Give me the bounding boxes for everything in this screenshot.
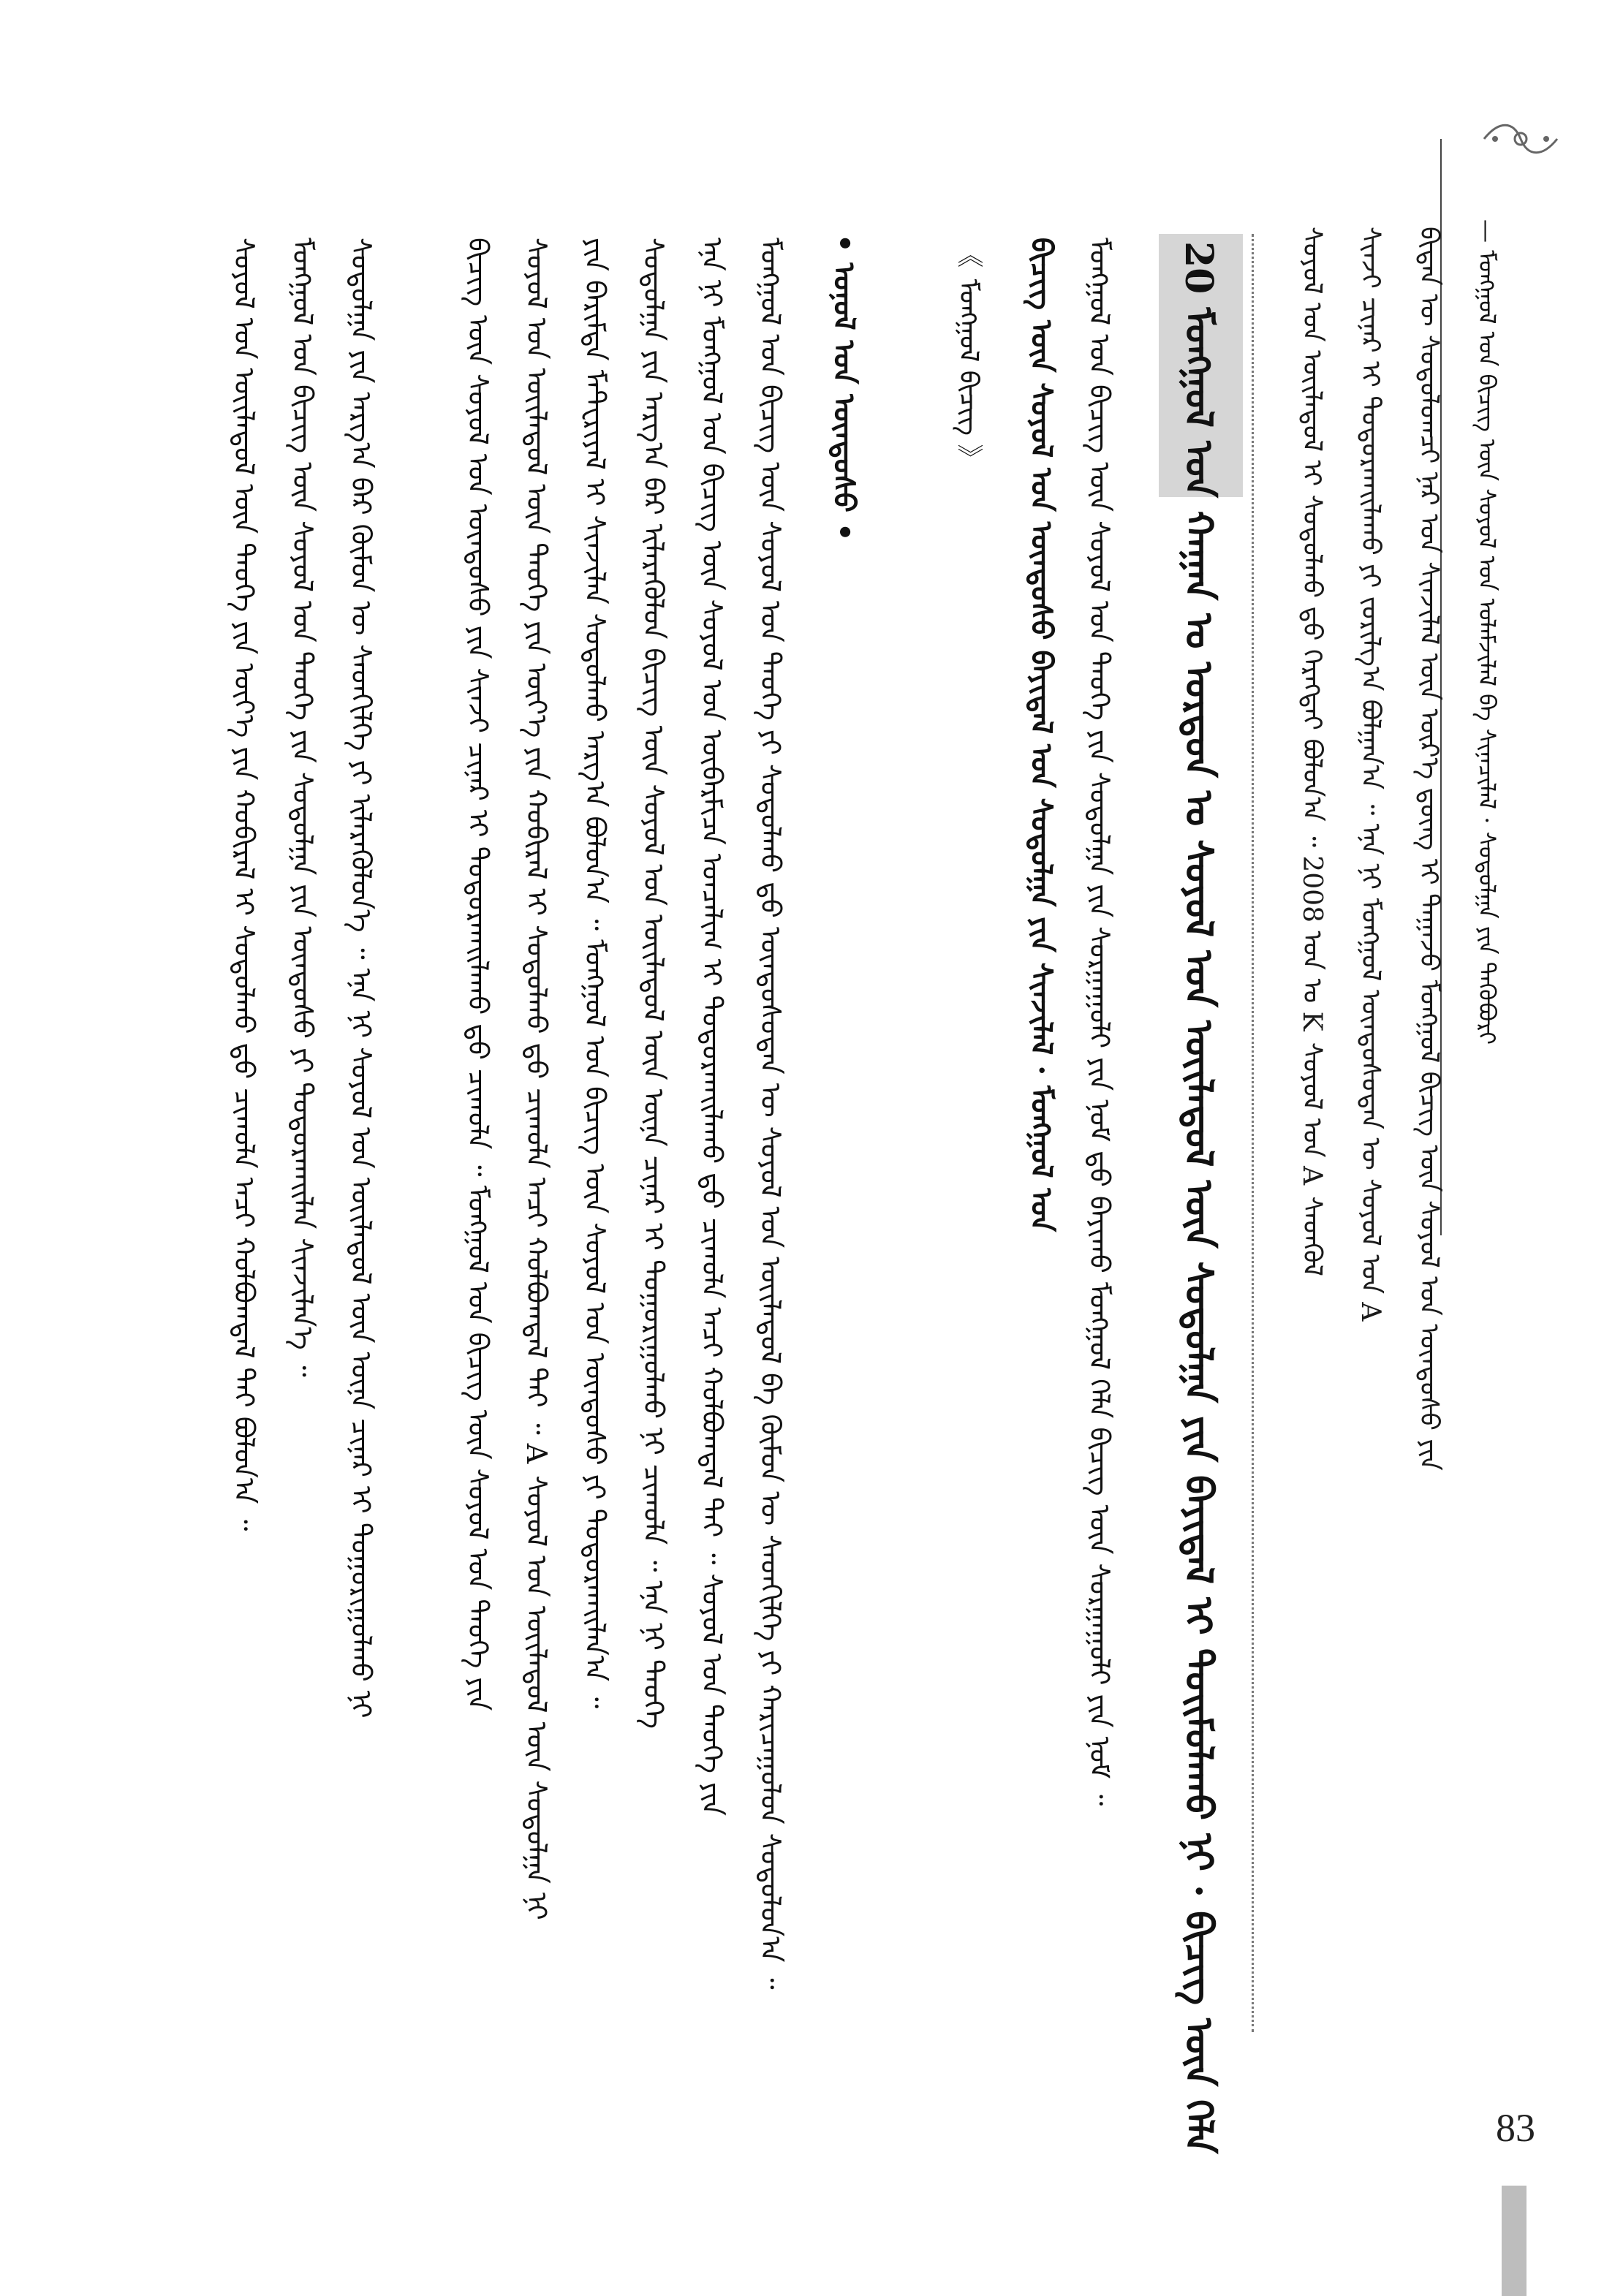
body-line: ᠰᠣᠶᠣᠯ ᠤᠨ ᠦᠢᠯᠡᠳᠦᠯ ᠦᠨ ᠲᠡᠦᠬᠡ ᠶᠢᠨ ᠦᠶ᠎ᠡ ᠶᠢᠨ ᠬᠤᠪᠢᠷᠠᠯ ᠢ ᠰᠤᠳᠤᠯᠬᠤ ᠳ᠋ᠤ ᠴᠢᠬᠤᠯᠠ ᠠᠴᠢ ᠬᠣᠯᠪᠣᠭᠳᠠᠯ ᠲᠠᠢ ᠪᠣᠯᠤᠨ᠎ᠠ ᠃ xyxy=(228,238,260,1531)
quote-line: ᠰᠢᠨᠵᠢ ᠴᠢᠨᠠᠷ ᠢ ᠲᠣᠳᠣᠷᠬᠠᠢᠯᠠᠬᠤ ᠶᠢ ᠵᠣᠷᠢᠯᠭ᠎ᠠ ᠪᠣᠯᠭᠠᠨ᠎ᠠ ᠃ ᠡᠨᠡ ᠨᠢ ᠮᠣᠩᠭᠣᠯ ᠦᠨᠳᠦᠰᠦᠲᠡᠨ ᠦ ᠰᠣᠶᠣᠯ ᠤᠨ A xyxy=(1355,227,1385,1323)
intro-line-bold: ᠪᠢᠴᠢᠭ ᠦᠨ ᠰᠣᠶᠣᠯ ᠤᠨ ᠦᠨᠳᠦᠰᠦ ᠪᠠᠶᠢᠳᠠᠯ ᠤᠨ ᠰᠤᠳᠤᠯᠭᠠ ᠶᠢᠨ ᠰᠢᠨᠵᠢᠯᠡᠯ · ᠮᠣᠩᠭᠣᠯ ᠤᠨ xyxy=(1024,238,1059,1232)
bullet-heading: • ᠣᠨᠣᠯ ᠤᠨ ᠦᠨᠳᠦᠰᠦ • xyxy=(827,234,861,542)
body-line: ᠡᠨᠡ ᠨᠢ ᠮᠣᠩᠭᠣᠯ ᠤᠨ ᠪᠢᠴᠢᠭ ᠦᠨ ᠰᠣᠶᠣᠯ ᠤᠨ ᠦᠪᠡᠷᠮᠢᠴᠡ ᠣᠨᠴᠠᠯᠢᠭ ᠢ ᠲᠣᠳᠣᠷᠬᠠᠢᠯᠠᠬᠤ ᠳ᠋ᠤ ᠴᠢᠬᠤᠯᠠ ᠠᠴᠢ ᠬᠣᠯᠪᠣᠭᠳᠠᠯ ᠲᠠᠢ ᠃ ᠰᠣᠶᠣᠯ ᠤᠨ ᠲᠡᠦᠬᠡ ᠶᠢᠨ xyxy=(696,238,728,1816)
quote-line: ᠰᠣᠶᠣᠯ ᠤᠨ ᠦᠢᠯᠡᠳᠦᠯ ᠢ ᠰᠤᠳᠤᠯᠬᠤ ᠳ᠋ᠤ ᠬᠡᠷᠡᠭᠲᠡᠢ ᠪᠣᠯᠤᠨ᠎ᠠ ᠃ 2008 ᠣᠨ ᠤ K ᠰᠣᠶᠣᠯ ᠤᠨ A ᠰᠡᠳᠬᠦᠯ xyxy=(1297,227,1327,1277)
intro-bracket: 《 ᠮᠣᠩᠭᠣᠯ ᠪᠢᠴᠢᠭ 》 xyxy=(953,241,983,472)
page-number: 83 xyxy=(1496,2106,1535,2150)
dotted-separator xyxy=(1252,234,1254,2032)
quote-line: ᠪᠢᠳᠡᠨ ᠦ ᠰᠤᠳᠤᠯᠤᠭᠴᠢ ᠨᠠᠷ ᠤᠨ ᠰᠢᠨᠵᠢᠯᠡᠯ ᠦᠨ ᠦᠷ᠎ᠡ ᠳ᠋ᠦᠩ ᠢ ᠳᠠᠭᠠᠵᠤ ᠮᠣᠩᠭᠣᠯ ᠪᠢᠴᠢᠭ ᠦᠨ ᠰᠣᠶᠣᠯ ᠤᠨ ᠦᠨᠳᠦᠰᠦ ᠶᠢᠨ xyxy=(1414,227,1444,1471)
section-title: ᠮᠣᠩᠭᠣᠯ ᠤᠨ ᠬᠠᠭᠠᠨ ᠤ ᠣᠷᠳᠣᠨ ᠤ ᠰᠣᠶᠣᠯ ᠤᠨ ᠦᠢᠯᠡᠳᠦᠯ ᠦᠨ ᠰᠤᠳᠤᠯᠭᠠ ᠶᠢᠨ ᠪᠠᠶᠢᠳᠠᠯ ᠢ ᠲᠣᠢᠮᠤᠯᠠᠬᠤ ᠨᠢ · ᠪᠢᠴᠢᠭ ᠦᠨ ᠬᠡᠯᠡ xyxy=(1176,307,1221,2154)
section-heading xyxy=(1176,241,1221,2153)
ornament-icon xyxy=(1477,117,1565,161)
intro-line: ᠮᠣᠩᠭᠣᠯ ᠤᠨ ᠪᠢᠴᠢᠭ ᠦᠨ ᠰᠣᠶᠣᠯ ᠤᠨ ᠲᠡᠦᠬᠡ ᠶᠢᠨ ᠰᠤᠳᠤᠯᠭᠠ ᠶᠢᠨ ᠰᠤᠷᠭᠠᠭᠤᠯᠢ ᠶᠢᠨ ᠨᠣᠮ ᠳ᠋ᠤ ᠪᠠᠶᠢᠬᠤ ᠮᠣᠩᠭᠣᠯ ᠬᠡᠯᠡ ᠪᠢᠴᠢᠭ ᠦᠨ ᠰᠤᠷᠭᠠᠭᠤᠯᠢ ᠶᠢᠨ ᠨᠣᠮ ᠃ xyxy=(1083,238,1116,1806)
side-tab xyxy=(1502,2186,1526,2296)
body-line: ᠰᠤᠳᠤᠯᠭᠠ ᠶᠢᠨ ᠠᠷᠭ᠎ᠠ ᠪᠠᠷ ᠢᠯᠡᠷᠡᠭᠦᠯᠦᠨ ᠪᠢᠴᠢᠭ ᠦᠨ ᠰᠣᠶᠣᠯ ᠤᠨ ᠦᠢᠯᠡᠳᠦᠯ ᠦᠨ ᠦᠨᠡ ᠴᠢᠨᠠᠷ ᠢ ᠲᠣᠭᠣᠷᠢᠭᠤᠯᠬᠤ ᠨᠢ ᠴᠢᠬᠤᠯᠠ ᠃ ᠡᠨᠡ ᠨᠢ ᠲᠡᠦᠬᠡ xyxy=(638,238,670,1729)
body-line: ᠰᠣᠶᠣᠯ ᠤᠨ ᠦᠢᠯᠡᠳᠦᠯ ᠦᠨ ᠲᠡᠦᠬᠡ ᠶᠢᠨ ᠦᠶ᠎ᠡ ᠶᠢᠨ ᠬᠤᠪᠢᠷᠠᠯ ᠢ ᠰᠤᠳᠤᠯᠬᠤ ᠳ᠋ᠤ ᠴᠢᠬᠤᠯᠠ ᠠᠴᠢ ᠬᠣᠯᠪᠣᠭᠳᠠᠯ ᠲᠠᠢ ᠃ A ᠰᠣᠶᠣᠯ ᠤᠨ ᠦᠢᠯᠡᠳᠦᠯ ᠦᠨ ᠰᠤᠳᠤᠯᠭᠠ ᠨᠢ xyxy=(521,238,553,1920)
body-line: ᠰᠤᠳᠤᠯᠭᠠ ᠶᠢᠨ ᠠᠷᠭ᠎ᠠ ᠪᠠᠷ ᠬᠦᠮᠦᠨ ᠦ ᠰᠡᠳᠬᠢᠯᠭᠡ ᠶᠢ ᠢᠯᠡᠷᠡᠭᠦᠯᠦᠨ᠎ᠡ ᠃ ᠡᠨᠡ ᠨᠢ ᠰᠣᠶᠣᠯ ᠤᠨ ᠦᠢᠯᠡᠳᠦᠯ ᠦᠨ ᠦᠨᠡ ᠴᠢᠨᠠᠷ ᠢ ᠲᠣᠭᠣᠷᠢᠭᠤᠯᠬᠤ ᠨᠢ xyxy=(345,238,377,1719)
body-line: ᠶᠢᠨ ᠪᠠᠷᠢᠮᠲᠠ ᠮᠠᠲ᠋ᠧᠷᠢᠶᠠᠯ ᠢ ᠰᠢᠨᠵᠢᠯᠡᠨ ᠰᠤᠳᠤᠯᠬᠤ ᠠᠷᠭ᠎ᠠ ᠪᠣᠯᠤᠨ᠎ᠠ ᠃ ᠮᠣᠩᠭᠣᠯ ᠤᠨ ᠪᠢᠴᠢᠭ ᠦᠨ ᠰᠣᠶᠣᠯ ᠤᠨ ᠦᠨᠳᠦᠰᠦ ᠶᠢ ᠲᠣᠳᠣᠷᠬᠠᠢᠯᠠᠨ᠎ᠠ ᠃ xyxy=(579,238,611,1709)
running-head: — ᠮᠣᠩᠭᠣᠯ ᠤᠨ ᠪᠢᠴᠢᠭ ᠦᠨ ᠰᠣᠶᠣᠯ ᠤᠨ ᠤᠯᠠᠮᠵᠢᠯᠠᠯ ᠪᠠ ᠰᠢᠨᠡᠴᠢᠯᠡᠯ · ᠰᠤᠳᠤᠯᠭᠠ ᠶᠢᠨ ᠲᠡᠭᠦᠪᠦᠷᠢ xyxy=(1473,219,1501,1045)
body-line: ᠪᠢᠴᠢᠭ ᠦᠨ ᠰᠣᠶᠣᠯ ᠤᠨ ᠦᠨᠳᠦᠰᠦ ᠶᠢᠨ ᠰᠢᠨᠵᠢ ᠴᠢᠨᠠᠷ ᠢ ᠲᠣᠳᠣᠷᠬᠠᠢᠯᠠᠬᠤ ᠳ᠋ᠤ ᠴᠢᠬᠤᠯᠠ ᠃ ᠮᠣᠩᠭᠣᠯ ᠤᠨ ᠪᠢᠴᠢᠭ ᠦᠨ ᠰᠣᠶᠣᠯ ᠤᠨ ᠲᠡᠦᠬᠡ ᠶᠢᠨ xyxy=(462,238,494,1711)
body-line: ᠮᠣᠩᠭᠣᠯ ᠤᠨ ᠪᠢᠴᠢᠭ ᠦᠨ ᠰᠣᠶᠣᠯ ᠤᠨ ᠲᠡᠦᠬᠡ ᠶᠢ ᠰᠤᠳᠤᠯᠬᠤ ᠳ᠋ᠤ ᠦᠨᠳᠦᠰᠦᠲᠡᠨ ᠦ ᠰᠣᠶᠣᠯ ᠤᠨ ᠦᠢᠯᠡᠳᠦᠯ ᠪᠠ ᠬᠦᠮᠦᠨ ᠦ ᠰᠡᠳᠬᠢᠯᠭᠡ ᠶᠢ ᠬᠠᠷᠢᠴᠠᠭᠤᠯᠤᠨ ᠰᠤᠳᠤᠯᠤᠨ᠎ᠠ ᠃ xyxy=(754,238,787,1990)
body-line: ᠮᠣᠩᠭᠣᠯ ᠤᠨ ᠪᠢᠴᠢᠭ ᠦᠨ ᠰᠣᠶᠣᠯ ᠤᠨ ᠲᠡᠦᠬᠡ ᠶᠢᠨ ᠰᠤᠳᠤᠯᠭᠠ ᠶᠢᠨ ᠦᠨᠳᠦᠰᠦ ᠶᠢ ᠲᠣᠳᠣᠷᠬᠠᠢᠯᠠᠨ ᠰᠢᠨᠵᠢᠯᠡᠨ᠎ᠡ ᠃ xyxy=(287,238,319,1377)
section-number: 20 xyxy=(1176,241,1221,295)
